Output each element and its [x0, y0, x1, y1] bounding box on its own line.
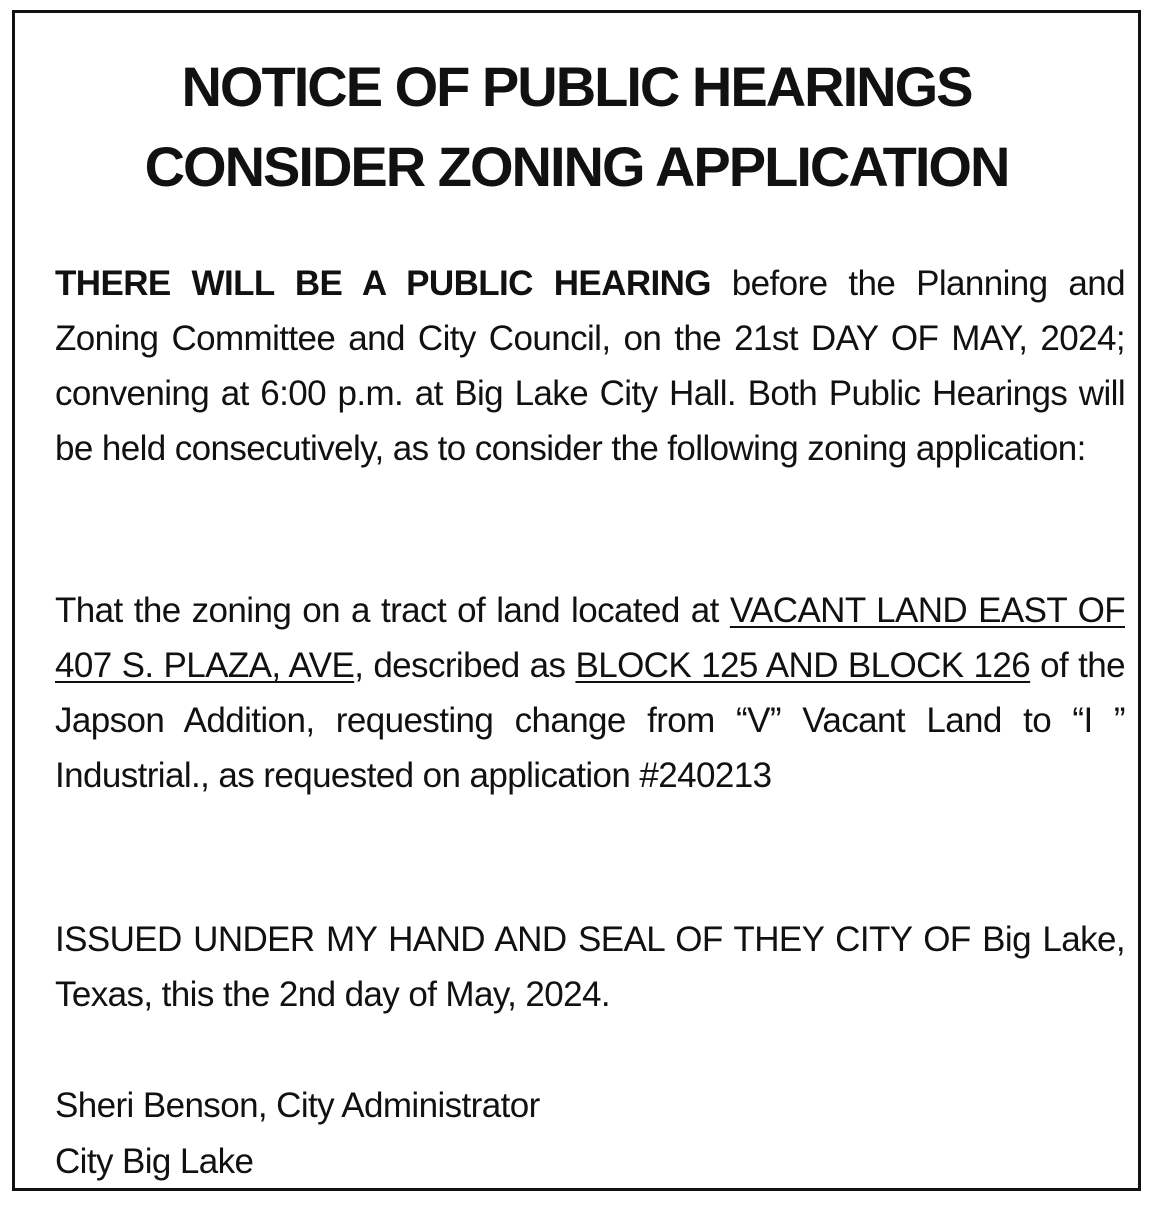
- signature-name: Sheri Benson, City Administrator: [55, 1086, 540, 1125]
- hearing-announcement-lead: THERE WILL BE A PUBLIC HEARING: [55, 264, 711, 303]
- zoning-described: , described as: [354, 646, 576, 685]
- zoning-blocks: BLOCK 125 AND BLOCK 126: [575, 646, 1031, 685]
- notice-title-line-1: NOTICE OF PUBLIC HEARINGS: [181, 55, 972, 118]
- zoning-rest: of the Japson Addition, requesting change from “V” Vacant Land to “I ” Industrial., as requested on application #240213: [55, 646, 1125, 795]
- hearing-announcement-paragraph: [55, 256, 1125, 476]
- issued-statement-paragraph: ISSUED UNDER MY HAND AND SEAL OF THEY CITY OF Big Lake, Texas, this the 2nd day of May, 2024.: [55, 920, 1125, 1014]
- notice-title-line-2: CONSIDER ZONING APPLICATION: [144, 135, 1009, 198]
- zoning-application-paragraph: [55, 583, 1125, 803]
- notice-frame: [12, 10, 1141, 1191]
- zoning-location: VACANT LAND EAST OF 407 S. PLAZA, AVE: [55, 591, 1125, 685]
- zoning-intro: That the zoning on a tract of land located at: [55, 591, 730, 630]
- hearing-announcement-body: before the Planning and Zoning Committee and City Council, on the 21st DAY OF MAY, 2024; convening at 6:00 p.m. at Big Lake City Hall. Both Public Hearings will be held consecutively, as to consider the following zoning application:: [55, 264, 1125, 468]
- signature-organization: City Big Lake: [55, 1142, 254, 1181]
